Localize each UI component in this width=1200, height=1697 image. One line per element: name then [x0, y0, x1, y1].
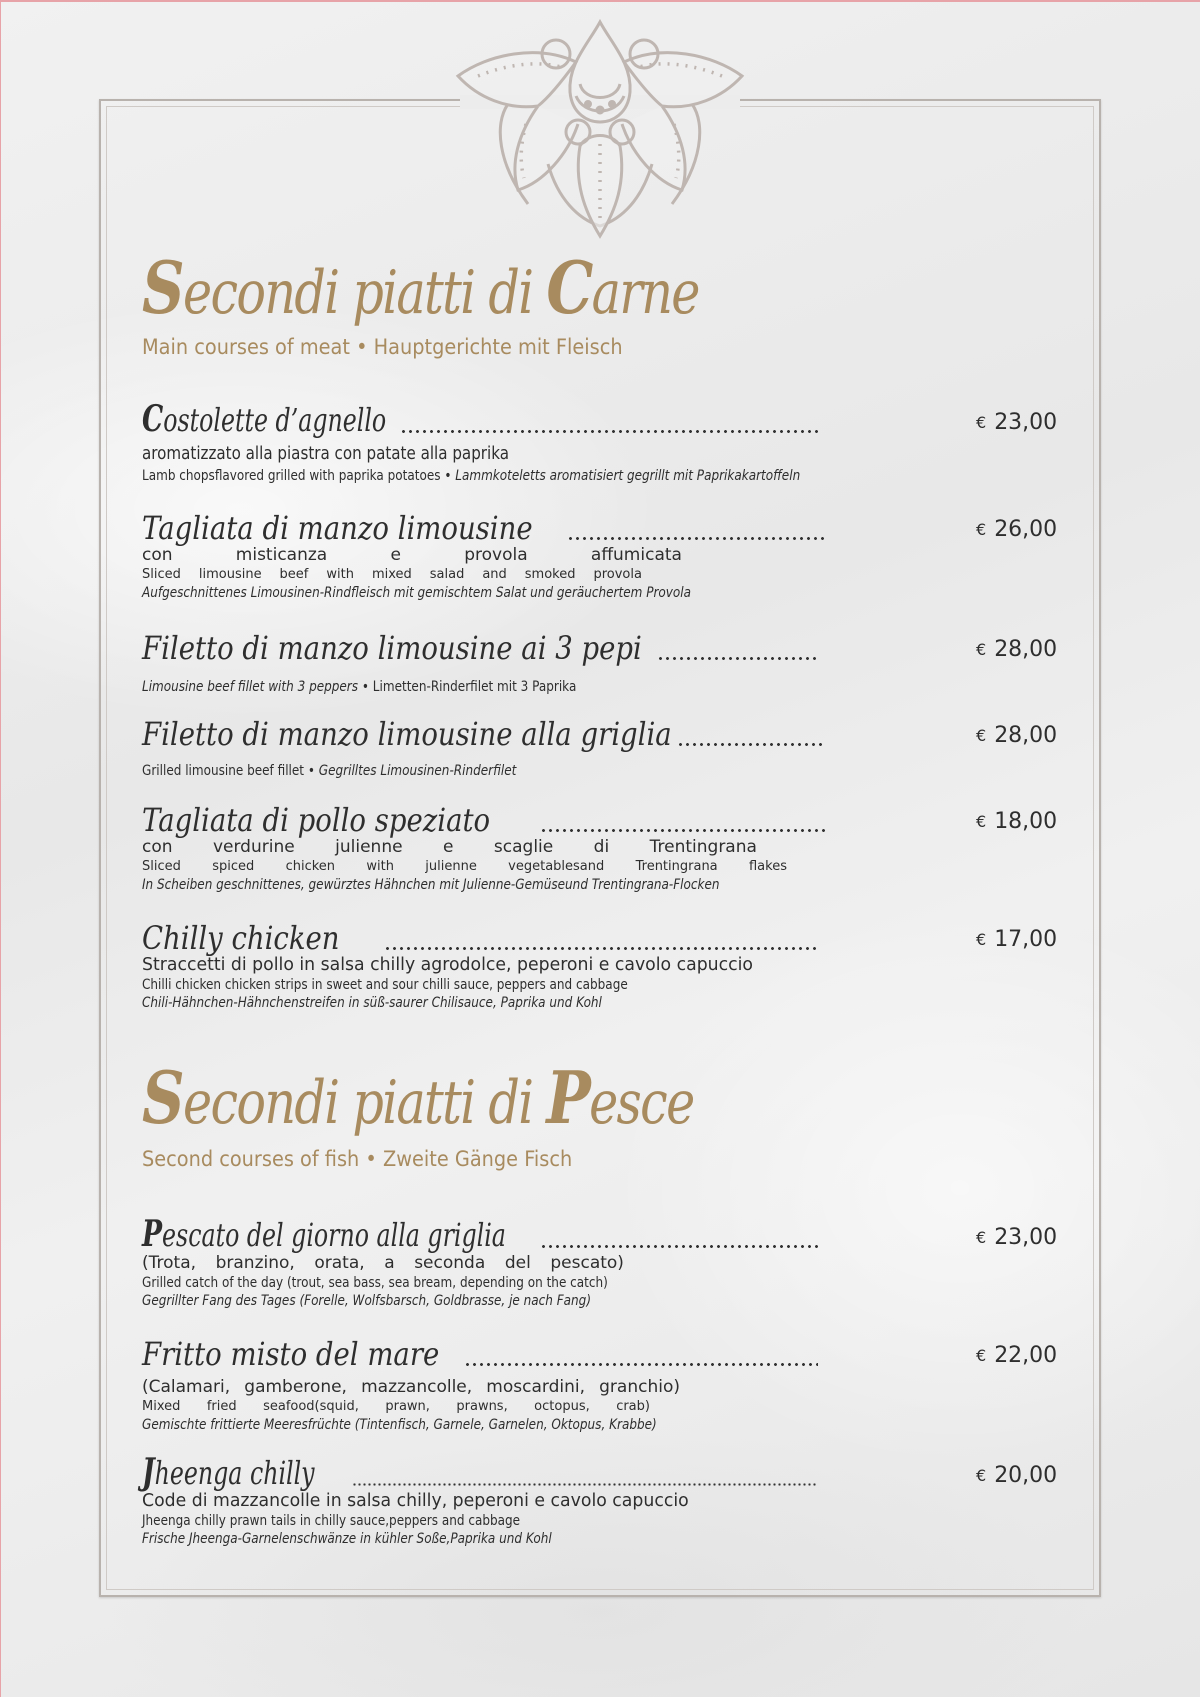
dot-leader	[677, 743, 826, 746]
word: julienne	[335, 837, 403, 857]
description-italian: Code di mazzancolle in salsa chilly, peperoni e cavolo capuccio	[142, 1490, 689, 1511]
word: seconda	[414, 1253, 486, 1273]
dish-price	[976, 809, 1062, 834]
word: limousine	[198, 567, 262, 582]
section-title-meat	[142, 245, 699, 330]
word: e	[390, 545, 401, 565]
price-value: 23,00	[994, 410, 1058, 435]
word: Trentingrana	[649, 837, 757, 857]
description-english: Jheenga chilly prawn tails in chilly sauce,peppers and cabbage	[142, 1513, 521, 1529]
word: gamberone,	[244, 1377, 347, 1397]
dish-name	[142, 1213, 506, 1255]
price-value: 20,00	[994, 1463, 1058, 1488]
euro-icon: €	[976, 726, 987, 745]
description-italian	[142, 544, 682, 566]
euro-icon: €	[976, 520, 987, 539]
dish-initial: P	[142, 1213, 163, 1255]
description-german: Chili-Hähnchen-Hähnchenstreifen in süß-saurer Chilisauce, Paprika und Kohl	[142, 995, 602, 1011]
word: a	[384, 1253, 395, 1273]
word: Trentingrana	[635, 859, 718, 874]
word: beef	[279, 567, 309, 582]
euro-icon: €	[976, 640, 987, 659]
description-english-german	[142, 678, 933, 696]
word: misticanza	[235, 545, 328, 565]
word: with	[366, 859, 394, 874]
word: provola	[464, 545, 528, 565]
menu-item	[142, 500, 1062, 602]
menu-item	[142, 1208, 1062, 1310]
dish-price	[976, 723, 1062, 748]
dot-leader	[352, 1483, 818, 1486]
dish-name: Filetto di manzo limousine alla griglia	[142, 715, 672, 753]
description-italian: aromatizzato alla piastra con patate alla paprika	[142, 443, 509, 464]
word: con	[142, 837, 173, 857]
word: prawns,	[456, 1399, 508, 1414]
dish-name-text: escato del giorno alla griglia	[162, 1216, 506, 1254]
word: Sliced	[142, 859, 181, 874]
dish-price	[976, 637, 1062, 662]
description-english: Chilli chicken chicken strips in sweet and sour chilli sauce, peppers and cabbage	[142, 977, 628, 993]
dot-leader	[567, 537, 826, 540]
description-german: Frische Jheenga-Garnelenschwänze in kühler Soße,Paprika und Kohl	[142, 1531, 552, 1547]
description-english	[142, 566, 642, 584]
menu-item	[142, 706, 1062, 780]
page-edge-top	[0, 0, 1200, 2]
description-german: Aufgeschnittenes Limousinen-Rindfleisch mit gemischtem Salat und geräuchertem Provola	[142, 585, 691, 601]
dish-initial: C	[142, 398, 164, 440]
word: mazzancolle,	[361, 1377, 473, 1397]
description-english: Grilled limousine beef fillet •	[142, 763, 315, 779]
description-italian	[142, 836, 757, 858]
section-subtitle-meat: Main courses of meat • Hauptgerichte mit Fleisch	[142, 335, 623, 359]
word: julienne	[425, 859, 477, 874]
description-german: Lammkoteletts aromatisiert gegrillt mit Paprikakartoffeln	[455, 468, 801, 484]
word: affumicata	[590, 545, 682, 565]
word: orata,	[314, 1253, 365, 1273]
word: spiced	[212, 859, 255, 874]
description-german: In Scheiben geschnittenes, gewürztes Hähnchen mit Julienne-Gemüseund Trentingrana-Flocken	[142, 877, 720, 893]
description-italian	[142, 1376, 680, 1398]
description-german: Gegrilltes Limousinen-Rinderfilet	[318, 763, 517, 779]
description-english	[142, 1398, 650, 1416]
dish-price	[976, 410, 1062, 435]
description-german: Gemischte frittierte Meeresfrüchte (Tintenfisch, Garnele, Garnelen, Oktopus, Krabbe)	[142, 1417, 657, 1433]
word: del	[504, 1253, 531, 1273]
dish-name-text: heenga chilly	[154, 1454, 315, 1492]
dot-leader	[400, 430, 820, 433]
description-english: Grilled catch of the day (trout, sea bass, sea bream, depending on the catch)	[142, 1275, 608, 1291]
euro-icon: €	[976, 413, 987, 432]
description-english: Lamb chopsflavored grilled with paprika potatoes •	[142, 468, 452, 484]
word: Mixed	[142, 1399, 181, 1414]
word: chicken	[285, 859, 336, 874]
price-value: 28,00	[994, 637, 1058, 662]
price-value: 28,00	[994, 723, 1058, 748]
description-english-german	[142, 762, 933, 780]
word: octopus,	[534, 1399, 590, 1414]
description-english: Limousine beef fillet with 3 peppers •	[142, 679, 369, 695]
euro-icon: €	[976, 1466, 987, 1485]
dish-name: Chilly chicken	[142, 919, 340, 957]
price-value: 18,00	[994, 809, 1058, 834]
description-english	[142, 858, 787, 876]
word: scaglie	[493, 837, 554, 857]
word: verdurine	[212, 837, 295, 857]
price-value: 17,00	[994, 927, 1058, 952]
word: (Calamari,	[142, 1377, 231, 1397]
word: di	[593, 837, 610, 857]
dot-leader	[657, 657, 818, 660]
dish-name: Filetto di manzo limousine ai 3 pepi	[142, 629, 642, 667]
dot-leader	[540, 829, 826, 832]
description-italian	[142, 1252, 624, 1274]
dish-name: Tagliata di manzo limousine	[142, 509, 533, 547]
euro-icon: €	[976, 930, 987, 949]
word: branzino,	[215, 1253, 295, 1273]
dish-price	[976, 1343, 1062, 1368]
dot-leader	[384, 947, 818, 950]
title-middle: econdi piatti di	[183, 1068, 547, 1138]
word: pescato)	[550, 1253, 624, 1273]
title-initial: C	[546, 245, 592, 330]
price-value: 26,00	[994, 517, 1058, 542]
title-initial: S	[142, 1055, 183, 1140]
section-subtitle-fish: Second courses of fish • Zweite Gänge Fisch	[142, 1147, 573, 1171]
word: granchio)	[599, 1377, 680, 1397]
word: flakes	[748, 859, 787, 874]
dish-price	[976, 927, 1062, 952]
dot-leader	[540, 1245, 820, 1248]
word: vegetablesand	[508, 859, 605, 874]
menu-item	[142, 1326, 1062, 1434]
title-end: esce	[589, 1068, 694, 1138]
word: fried	[206, 1399, 237, 1414]
word: smoked	[524, 567, 576, 582]
description-italian: Straccetti di pollo in salsa chilly agrodolce, peperoni e cavolo capuccio	[142, 954, 754, 975]
word: crab)	[616, 1399, 650, 1414]
menu-item	[142, 393, 1062, 485]
dish-price	[976, 1463, 1062, 1488]
menu-item	[142, 1446, 1062, 1548]
dish-name: Tagliata di pollo speziato	[142, 801, 491, 839]
euro-icon: €	[976, 1228, 987, 1247]
title-initial: P	[546, 1055, 590, 1140]
word: prawn,	[385, 1399, 430, 1414]
dish-price	[976, 517, 1062, 542]
description-english-german	[142, 467, 933, 485]
price-value: 22,00	[994, 1343, 1058, 1368]
description-german: Gegrillter Fang des Tages (Forelle, Wolfsbarsch, Goldbrasse, je nach Fang)	[142, 1293, 592, 1309]
word: provola	[593, 567, 642, 582]
title-end: arne	[591, 258, 699, 328]
dot-leader	[464, 1363, 818, 1366]
euro-icon: €	[976, 1346, 987, 1365]
title-initial: S	[142, 245, 183, 330]
word: (Trota,	[142, 1253, 197, 1273]
page-edge-left	[0, 0, 1, 1697]
word: e	[443, 837, 454, 857]
euro-icon: €	[976, 812, 987, 831]
dish-name	[142, 1451, 315, 1493]
word: with	[326, 567, 354, 582]
word: and	[482, 567, 507, 582]
dish-initial: J	[142, 1451, 155, 1493]
menu-item	[142, 620, 1062, 696]
word: con	[142, 545, 173, 565]
word: salad	[429, 567, 465, 582]
menu-item	[142, 910, 1062, 1012]
word: mixed	[371, 567, 412, 582]
menu-item	[142, 792, 1062, 894]
description-german: Limetten-Rinderfilet mit 3 Paprika	[372, 679, 577, 695]
dish-name	[142, 398, 387, 440]
word: moscardini,	[486, 1377, 585, 1397]
dish-name: Fritto misto del mare	[142, 1335, 440, 1373]
title-middle: econdi piatti di	[183, 258, 547, 328]
section-title-fish	[142, 1055, 694, 1140]
word: Sliced	[142, 567, 181, 582]
mandala-lotus-icon	[448, 14, 752, 242]
dish-price	[976, 1225, 1062, 1250]
price-value: 23,00	[994, 1225, 1058, 1250]
word: seafood(squid,	[263, 1399, 359, 1414]
dish-name-text: ostolette d’agnello	[163, 401, 387, 439]
